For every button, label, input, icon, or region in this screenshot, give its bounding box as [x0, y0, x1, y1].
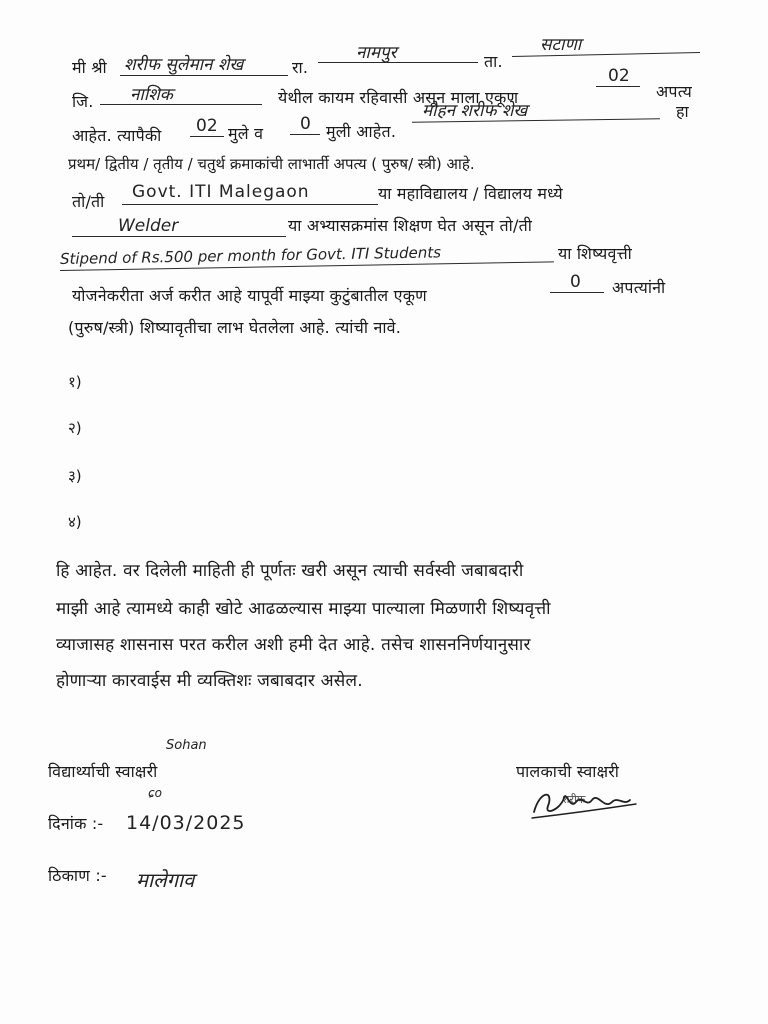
line5-suffix: या महाविद्यालय / विद्यालय मध्ये — [378, 184, 563, 203]
parent-signature-scribble — [526, 780, 646, 826]
institute-underline — [122, 204, 378, 205]
daughters-underline — [290, 134, 320, 135]
scholarship-name: Stipend of Rs.500 per month for Govt. ITI Students — [59, 243, 442, 268]
list-item-3: ३) — [68, 467, 82, 485]
line6-suffix: या अभ्यासक्रमांस शिक्षण घेत असून तो/ती — [288, 216, 533, 235]
previous-underline — [550, 292, 604, 293]
student-signature-label: विद्यार्थ्याची स्वाक्षरी — [48, 762, 158, 781]
taluka: सटाणा — [540, 35, 582, 55]
child-name: मोहन शरीफ शेख — [422, 101, 528, 121]
student-signature-mark: ɕo — [148, 786, 162, 800]
date-value: 14/03/2025 — [126, 812, 246, 834]
district: नाशिक — [130, 85, 173, 105]
ra-label: रा. — [292, 58, 309, 77]
sons-label: मुले व — [228, 124, 264, 143]
parent-signature-text: शरीफ — [562, 793, 586, 806]
name-underline — [120, 75, 288, 76]
course-underline — [72, 236, 286, 237]
total-children: 02 — [608, 66, 630, 86]
prefix-label: मी श्री — [72, 58, 107, 77]
list-item-2: २) — [68, 419, 82, 437]
village: नामपुर — [356, 43, 397, 63]
line8-suffix: अपत्यांनी — [612, 278, 666, 297]
daughters-label: मुली आहेत. — [326, 122, 397, 141]
declaration-line-3: व्याजासह शासनास परत करील अशी हमी देत आहे. तसेच शासननिर्णयानुसार — [56, 635, 531, 655]
sons-count: 02 — [196, 116, 218, 136]
sons-underline — [190, 136, 224, 137]
line2-suffix: अपत्य — [656, 82, 693, 101]
birth-order-line: प्रथम/ द्वितीय / तृतीय / चतुर्थ क्रमाकांची लाभार्ती अपत्य ( पुरुष/ स्त्री) आहे. — [68, 155, 475, 173]
declaration-line-4: होणाऱ्या कारवाईस मी व्यक्तिशः जबाबदार असेल. — [56, 671, 363, 691]
line8-prefix: योजनेकरीता अर्ज करीत आहे यापूर्वी माझ्या कुटुंबातील एकूण — [72, 286, 427, 305]
parent-signature-image — [526, 780, 646, 826]
list-item-1: १) — [68, 373, 82, 391]
line5-prefix: तो/ती — [72, 192, 105, 211]
course-name: Welder — [118, 216, 179, 236]
institute-name: Govt. ITI Malegaon — [132, 182, 310, 202]
line3-prefix: आहेत. त्यापैकी — [72, 126, 162, 145]
daughters-count: 0 — [300, 114, 311, 134]
village-underline — [318, 62, 478, 63]
applicant-name: शरीफ सुलेमान शेख — [124, 55, 244, 75]
line9: (पुरुष/स्त्री) शिष्यावृतीचा लाभ घेतलेला आहे. त्यांची नावे. — [68, 318, 402, 337]
date-label: दिनांक :- — [48, 814, 104, 833]
student-signature-name: Sohan — [166, 738, 207, 753]
place-value: मालेगाव — [136, 868, 195, 892]
declaration-line-1: हि आहेत. वर दिलेली माहिती ही पूर्णतः खरी असून त्याची सर्वस्वी जबाबदारी — [56, 561, 524, 581]
line2-text: येथील कायम रहिवासी असून माला एकूण — [278, 88, 519, 107]
district-underline — [100, 104, 262, 105]
list-item-4: ४) — [68, 513, 82, 531]
previous-count: 0 — [570, 272, 581, 292]
declaration-line-2: माझी आहे त्यामध्ये काही खोटे आढळल्यास माझ्या पाल्याला मिळणारी शिष्यवृत्ती — [56, 599, 551, 619]
parent-signature-label: पालकाची स्वाक्षरी — [516, 762, 620, 781]
line3-suffix: हा — [676, 102, 689, 121]
line7-suffix: या शिष्यवृत्ती — [558, 244, 632, 263]
ji-label: जि. — [72, 92, 94, 111]
total-underline — [596, 86, 640, 87]
place-label: ठिकाण :- — [48, 866, 107, 885]
ta-label: ता. — [484, 52, 503, 71]
